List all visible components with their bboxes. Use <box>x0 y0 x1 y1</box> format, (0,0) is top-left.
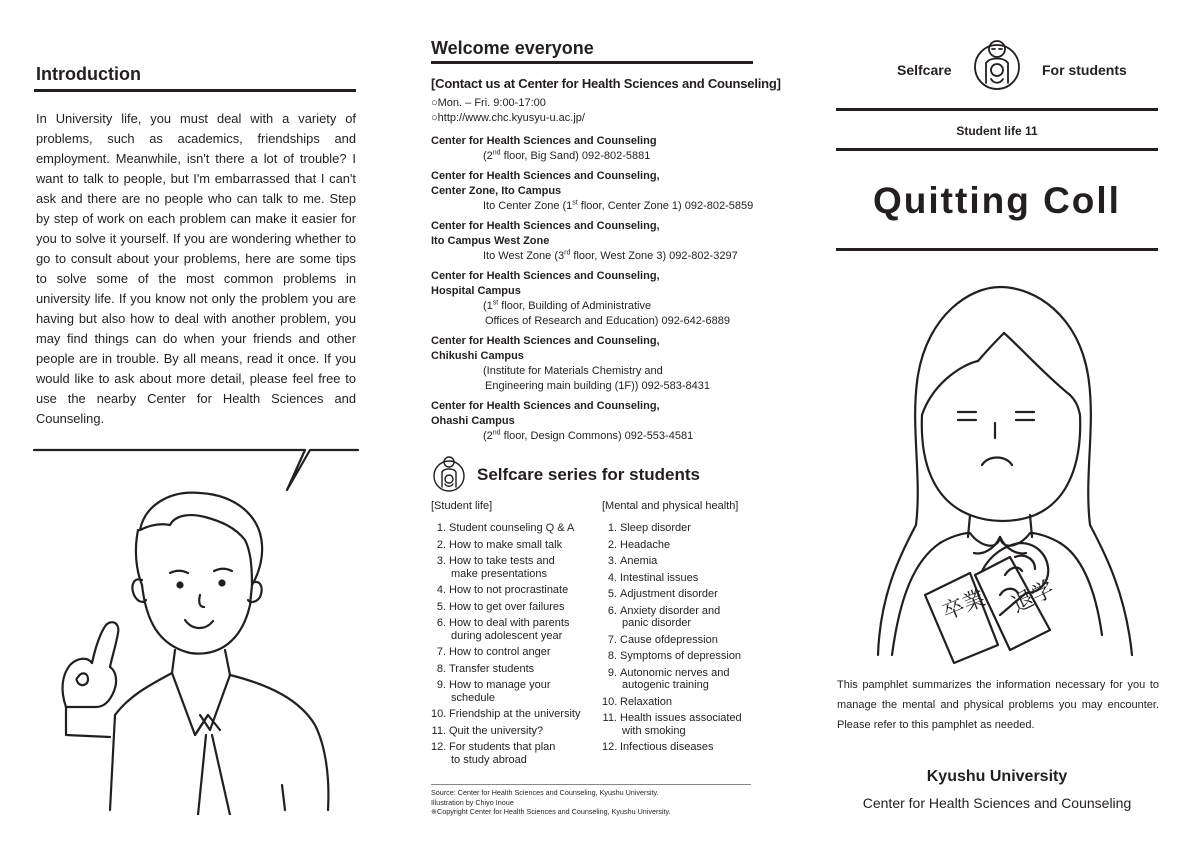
list-text: Health issues associated with smoking <box>620 712 742 737</box>
paper-withdrawal-text: 退学 <box>1007 576 1059 619</box>
right-rule-3 <box>836 248 1158 251</box>
center-name: Center for Health Sciences and Counseling, <box>431 400 660 412</box>
list-text: Autonomic nerves and autogenic training <box>620 666 730 691</box>
center-name: Center for Health Sciences and Counseling, <box>431 170 660 182</box>
center-name: Center for Health Sciences and Counseling, <box>431 270 660 282</box>
center-entry <box>431 334 781 394</box>
list-text: Symptoms of depression <box>620 650 742 662</box>
list-item <box>602 522 772 535</box>
center-detail: Ito Center Zone (1st floor, Center Zone 1) 092-802-5859 <box>483 199 754 212</box>
list-item <box>602 572 772 585</box>
list-number: 1. <box>607 522 617 534</box>
mental-health-heading: [Mental and physical health] <box>602 500 739 512</box>
mental-health-list <box>602 500 772 758</box>
center-name: Center for Health Sciences and Counseling <box>431 135 657 147</box>
list-item <box>602 634 772 647</box>
list-item <box>602 555 772 568</box>
list-number: 2. <box>607 538 617 551</box>
center-detail-2: Offices of Research and Education) 092-642-6889 <box>485 315 731 327</box>
right-rule-2 <box>836 148 1158 151</box>
list-item <box>431 584 601 597</box>
list-number: 11. <box>602 712 617 724</box>
student-life-heading: [Student life] <box>431 500 493 512</box>
list-text: Transfer students <box>449 662 535 675</box>
center-detail-2: Engineering main building (1F)) 092-583-8431 <box>485 380 711 392</box>
list-item <box>431 555 601 580</box>
list-item <box>431 522 601 535</box>
list-number: 3. <box>607 555 617 567</box>
center-campus: Hospital Campus <box>431 285 521 297</box>
list-number: 1. <box>436 522 446 534</box>
copyright-line: ※Copyright Center for Health Sciences and Counseling, Kyushu University. <box>431 807 671 816</box>
introduction-heading: Introduction <box>36 64 141 84</box>
university-name: Kyushu University <box>926 768 1068 785</box>
contact-heading: [Contact us at Center for Health Sciences and Counseling] <box>431 76 781 91</box>
list-number: 3. <box>436 555 446 567</box>
list-text: Intestinal issues <box>620 571 699 584</box>
list-text: How to not procrastinate <box>449 584 569 596</box>
list-item <box>602 650 772 663</box>
website-link[interactable]: ○http://www.chc.kyusyu-u.ac.jp/ <box>431 112 585 124</box>
center-campus: Center Zone, Ito Campus <box>431 185 562 197</box>
introduction-rule <box>34 89 356 92</box>
center-entry <box>431 269 781 329</box>
series-number: Student life 11 <box>956 124 1038 138</box>
source-divider <box>431 784 751 785</box>
introduction-body: In University life, you must deal with a variety of problems, such as academics, friendships and employment. Meanwhile, isn't there a lot of trouble? I want to talk to people, but I'm embarrassed that I can't ask and there are no people who can talk to me. Step by step of work on each problem can make it easier for you to solve it yourself. If you are wondering whether to go to consult about your problems, here are some tips to solve some of the most common problems in university life. If you know not only the problem you are having but also how to deal with another problem, you may find things can do when your friends and other people are in trouble. By all means, read it once. If you would like to ask about more detail, please feel free to use the nearby Center for Health Sciences and Counseling. <box>36 111 356 426</box>
list-item <box>431 741 601 766</box>
list-item <box>602 667 772 692</box>
list-item <box>431 679 601 704</box>
center-detail: Ito West Zone (3rd floor, West Zone 3) 092-802-3297 <box>483 249 738 262</box>
center-name: Center for Health Sciences and Counseling, <box>431 220 660 232</box>
list-item <box>431 725 601 738</box>
male-student-illustration <box>30 445 370 815</box>
center-entry <box>431 169 781 214</box>
list-item <box>431 617 601 642</box>
center-name: Center for Health Sciences and Counseling, <box>431 335 660 347</box>
list-number: 11. <box>431 724 446 737</box>
list-item <box>431 646 601 659</box>
list-number: 7. <box>607 633 617 646</box>
for-students-label: For students <box>1042 62 1127 78</box>
list-number: 7. <box>436 646 446 658</box>
source-credits <box>431 788 671 817</box>
center-list <box>431 134 781 449</box>
list-item <box>431 539 601 552</box>
source-line: Source: Center for Health Sciences and Counseling, Kyushu University. <box>431 788 659 797</box>
center-detail: (Institute for Materials Chemistry and <box>483 365 663 377</box>
welcome-rule <box>431 61 753 64</box>
list-text: Relaxation <box>620 695 672 708</box>
list-text: How to deal with parents during adolescent year <box>449 617 570 642</box>
list-number: 2. <box>436 538 446 551</box>
list-item <box>602 588 772 601</box>
list-number: 10. <box>602 695 618 708</box>
list-number: 5. <box>436 600 446 613</box>
list-text: How to make small talk <box>449 538 563 551</box>
list-text: Headache <box>620 538 671 551</box>
student-life-list <box>431 500 601 770</box>
selfcare-logo-icon <box>431 454 467 494</box>
list-number: 10. <box>431 708 447 720</box>
center-detail: (2nd floor, Big Sand) 092-802-5881 <box>483 149 651 162</box>
list-text: Infectious diseases <box>620 741 714 753</box>
series-heading: Selfcare series for students <box>477 465 700 484</box>
list-text: Sleep disorder <box>620 522 691 534</box>
list-text: How to get over failures <box>449 600 565 613</box>
list-number: 12. <box>602 741 618 753</box>
list-text: How to control anger <box>449 646 551 658</box>
center-name-footer: Center for Health Sciences and Counseling <box>862 795 1132 811</box>
center-campus: Ito Campus West Zone <box>431 235 550 247</box>
center-campus: Ohashi Campus <box>431 415 515 427</box>
center-entry <box>431 219 781 264</box>
female-student-illustration <box>870 275 1140 665</box>
pamphlet-title: Quitting Coll <box>873 180 1121 221</box>
list-text: How to manage your schedule <box>449 679 551 704</box>
list-number: 4. <box>436 584 446 596</box>
list-item <box>431 708 601 721</box>
list-number: 9. <box>607 666 617 679</box>
list-item <box>431 663 601 676</box>
list-text: Cause ofdepression <box>620 633 718 646</box>
list-number: 6. <box>607 604 617 617</box>
illustration-credit: Illustration by Chiyo Inoue <box>431 797 514 807</box>
list-text: For students that plan to study abroad <box>449 741 556 766</box>
selfcare-logo-icon <box>972 37 1022 93</box>
list-text: Anxiety disorder and panic disorder <box>620 604 721 629</box>
selfcare-label: Selfcare <box>897 62 952 78</box>
list-number: 4. <box>607 571 617 584</box>
list-number: 12. <box>431 741 447 753</box>
list-number: 8. <box>436 662 446 675</box>
list-text: Student counseling Q & A <box>449 522 575 534</box>
list-text: Quit the university? <box>449 724 544 737</box>
list-item <box>602 741 772 754</box>
right-rule-1 <box>836 108 1158 111</box>
center-entry <box>431 399 781 444</box>
list-number: 8. <box>607 650 617 662</box>
center-entry <box>431 134 781 164</box>
welcome-heading: Welcome everyone <box>431 38 594 58</box>
office-hours: ○Mon. – Fri. 9:00-17:00 <box>431 97 546 109</box>
list-text: How to take tests and make presentations <box>449 555 555 580</box>
center-detail: (1st floor, Building of Administrative <box>483 299 652 312</box>
list-item <box>602 696 772 709</box>
list-item <box>431 601 601 614</box>
list-number: 9. <box>436 679 446 691</box>
list-item <box>602 605 772 630</box>
list-text: Friendship at the university <box>449 708 581 720</box>
center-campus: Chikushi Campus <box>431 350 524 362</box>
pamphlet-summary: This pamphlet summarizes the information necessary for you to manage the mental and physical problems you may encounter. Please refer to this pamphlet as needed. <box>837 679 1159 731</box>
list-text: Adjustment disorder <box>620 588 718 600</box>
list-item <box>602 539 772 552</box>
list-item <box>602 712 772 737</box>
list-text: Anemia <box>620 555 658 567</box>
list-number: 6. <box>436 617 446 629</box>
center-detail: (2nd floor, Design Commons) 092-553-4581 <box>483 429 694 442</box>
list-number: 5. <box>607 588 617 600</box>
paper-graduation-text: 卒業 <box>938 585 990 626</box>
